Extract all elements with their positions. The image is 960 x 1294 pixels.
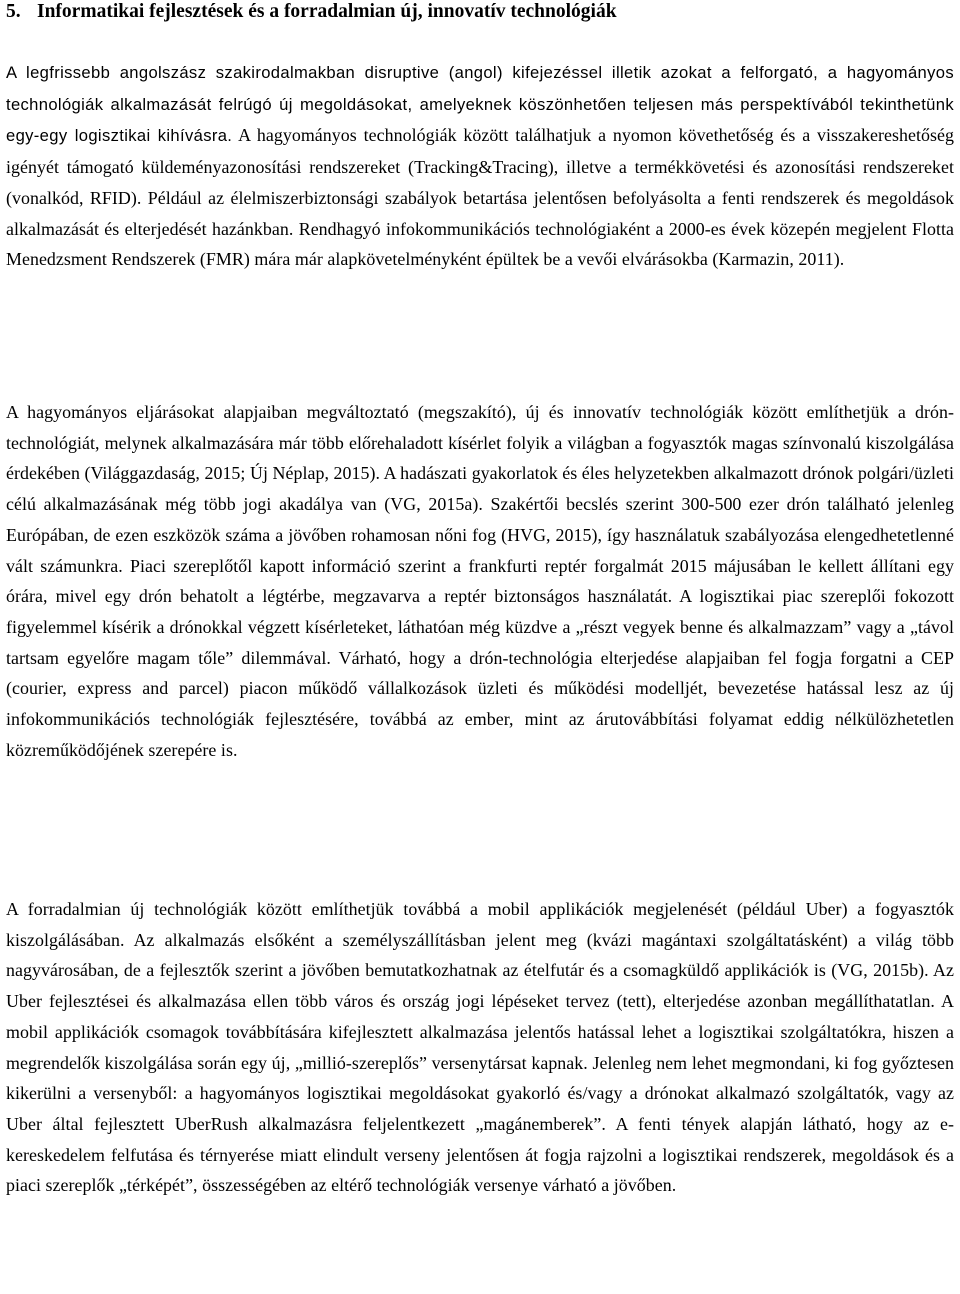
document-page xyxy=(6,0,955,1196)
section-number: 5. xyxy=(6,1,21,22)
paragraph-1 xyxy=(6,57,954,275)
paragraph-2: A hagyományos eljárásokat alapjaiban megváltoztató (megszakító), új és innovatív technológiák között említhetjük a drón-technológiát, melynek alkalmazására már több előrehaladott kísérlet folyik a világban a fogyasztók magas színvonalú kiszolgálása érdekében (Világgazdaság, 2015; Új Néplap, 2015). A hadászati gyakorlatok és éles helyzetekben alkalmazott drónok polgári/üzleti célú alkalmazásának még több jogi akadálya van (VG, 2015a). Szakértői becslés szerint 300-500 ezer drón található jelenleg Európában, de ezen eszközök száma a jövőben rohamosan nőni fog (HVG, 2015), így használatuk szabályozása elengedhetetlenné vált számunkra. Piaci szereplőtől kapott információ szerint a frankfurti reptér forgalmát 2015 májusában le kellett állítani egy órára, mivel egy drón behatolt a légtérbe, megzavarva a reptér biztonságos használatát. A logisztikai piac szereplői fokozott figyelemmel kísérik a drónokkal végzett kísérleteket, láthatóan még küzdve a „részt vegyek benne és alkalmazzam” vagy a „távol tartsam egyelőre magam tőle” dilemmával. Várható, hogy a drón-technológia elterjedése alapjaiban fel fogja forgatni a CEP (courier, express and parcel) piacon működő vállalkozások üzleti és működési modelljét, bevezetése hatással lesz az új infokommunikációs technológiák fejlesztésére, továbbá az ember, mint az árutovábbítási folyamat eddig nélkülözhetetlen közreműködőjének szerepére is. xyxy=(6,402,954,760)
paragraph-3: A forradalmian új technológiák között említhetjük továbbá a mobil applikációk megjelenését (például Uber) a fogyasztók kiszolgálásában. Az alkalmazás elsőként a személyszállításban jelent meg (kvázi magántaxi szolgáltatásként) a világ több nagyvárosában, de a fejlesztők szerint a jövőben bemutatkozhatnak az ételfutár és a csomagküldő applikációk is (VG, 2015b). Az Uber fejlesztései és alkalmazása ellen több város és ország jogi lépéseket tervez (tett), elterjedése azonban megállíthatatlan. A mobil applikációk csomagok továbbítására kifejlesztett alkalmazása jelentős hatással lehet a logisztikai szolgáltatókra, hiszen a megrendelők kiszolgálása során egy új, „millió-szereplős” versenytársat kapnak. Jelenleg nem lehet megmondani, ki fog győztesen kikerülni a versenyből: a hagyományos logisztikai megoldásokat gyakorló és/vagy a drónokat alkalmazó szolgáltatók, vagy az Uber által fejlesztett UberRush alkalmazásra feljelentkezett „magánemberek”. A fenti tények alapján látható, hogy az e-kereskedelem felfutása és térnyerése miatt elindult verseny jelentősen át fogja rajzolni a logisztikai rendszerek, megoldások és a piaci szereplők „térképét”, összességében az eltérő technológiák versenye várható a jövőben. xyxy=(6,899,954,1196)
section-title: Informatikai fejlesztések és a forradalmian új, innovatív technológiák xyxy=(37,1,617,22)
paragraph-1-intro: A legfrissebb angolszász szakirodalmakban disruptive (angol) kifejezéssel illetik azokat a felforgató, a hagyományos technológiák alkalmazását felrúgó új megoldásokat, amelyeknek köszönhetően teljesen más perspektívából tekinthetünk egy-egy logisztikai kihívásra. xyxy=(6,63,954,146)
section-heading xyxy=(6,0,954,24)
paragraph-1-body: A hagyományos technológiák között találhatjuk a nyomon követhetőség és a visszakereshetőség igényét támogató küldeményazonosítási rendszereket (Tracking&Tracing), illetve a termékkövetési és azonosítási rendszereket (vonalkód, RFID). Például az élelmiszerbiztonsági szabályok betartása jelentősen befolyásolta a fenti rendszerek és megoldások alkalmazását és elterjedését hazánkban. Rendhagyó infokommunikációs technológiaként a 2000-es évek közepén megjelent Flotta Menedzsment Rendszerek (FMR) mára már alapkövetelményként épültek be a vevői elvárásokba (Karmazin, 2011). xyxy=(6,125,955,270)
